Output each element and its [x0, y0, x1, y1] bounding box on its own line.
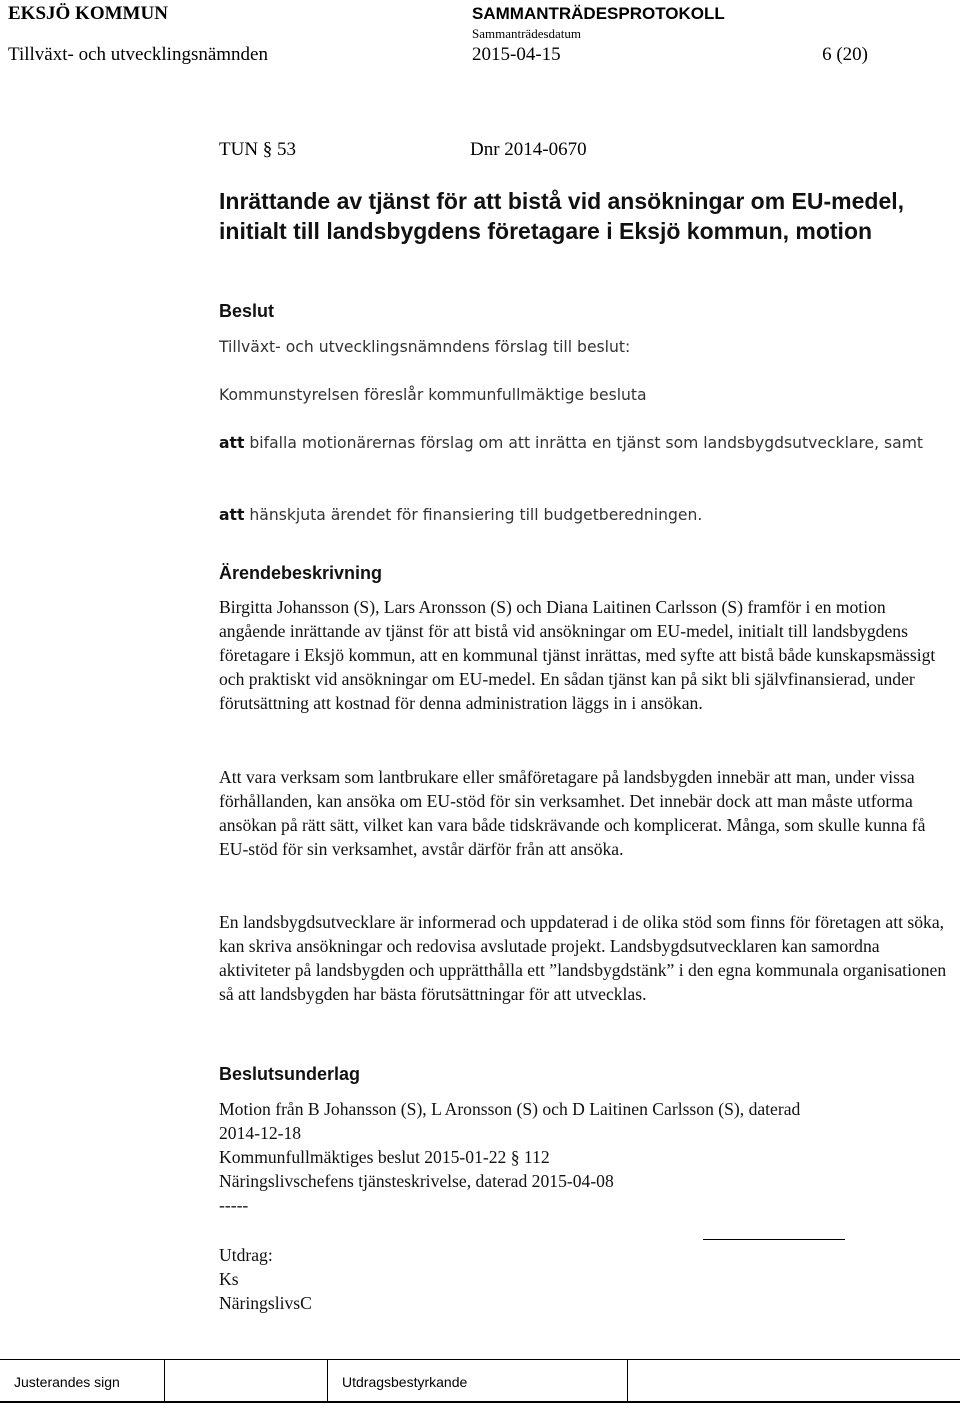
footer-divider: [327, 1359, 328, 1403]
extract-recipient: Ks: [219, 1269, 239, 1289]
committee-name: Tillväxt- och utvecklingsnämnden: [8, 44, 268, 65]
extract-recipient: NäringslivsC: [219, 1293, 312, 1313]
case-number: TUN § 53: [219, 139, 297, 160]
separator-line: [703, 1239, 845, 1240]
description-paragraph: Att vara verksam som lantbrukare eller småföretagare på landsbygden innebär att man, under vissa förhållanden, kan ansöka om EU-stöd för sin verksamhet. Det innebär dock att man måste utforma ansökan på rätt sätt, vilket kan vara både tidskrävande och komplicerat. Många, som skulle kunna få EU-stöd för sin verksamhet, avstår därför från att ansöka.: [219, 767, 926, 859]
case-title: Inrättande av tjänst för att bistå vid ansökningar om EU-medel, initialt till landsbygdens företagare i Eksjö kommun, motion: [219, 188, 905, 244]
basis-line: Kommunfullmäktiges beslut 2015-01-22 § 112: [219, 1147, 550, 1167]
page-number: 6 (20): [822, 44, 868, 65]
date-label: Sammanträdesdatum: [472, 26, 582, 41]
extract-block: [219, 1243, 949, 1315]
meeting-date: 2015-04-15: [472, 44, 561, 65]
footer-bottom-rule: [0, 1401, 960, 1403]
footer-divider: [627, 1359, 628, 1403]
basis-line: Näringslivschefens tjänsteskrivelse, daterad 2015-04-08: [219, 1171, 614, 1191]
decision-item-keyword: att: [219, 506, 245, 524]
basis-heading: Beslutsunderlag: [219, 1064, 361, 1084]
decision-proposal: Kommunstyrelsen föreslår kommunfullmäktige besluta: [219, 386, 647, 404]
extract-label: Utdrag:: [219, 1245, 273, 1265]
basis-line: 2014-12-18: [219, 1123, 302, 1143]
description-paragraph: Birgitta Johansson (S), Lars Aronsson (S) och Diana Laitinen Carlsson (S) framför i en motion angående inrättande av tjänst för att bistå vid ansökningar om EU-medel, initialt till landsbygdens företagare i Eksjö kommun, att en kommunal tjänst inrättas, med syfte att bistå både kunskapsmässigt och praktiskt vid ansökningar om EU-medel. En sådan tjänst kan på sikt bli självfinansierad, under förutsättning att kostnad för denna administration läggs in i ansökan.: [219, 597, 936, 713]
basis-line: Motion från B Johansson (S), L Aronsson (S) och D Laitinen Carlsson (S), daterad: [219, 1099, 801, 1119]
basis-line: -----: [219, 1195, 249, 1215]
decision-item-text: bifalla motionärernas förslag om att inrätta en tjänst som landsbygdsutvecklare, samt: [244, 434, 924, 452]
decision-item-text: hänskjuta ärendet för finansiering till budgetberedningen.: [244, 506, 703, 524]
decision-item: [219, 431, 939, 455]
decision-item: [219, 503, 939, 527]
organization-name: EKSJÖ KOMMUN: [8, 3, 168, 24]
decision-item-keyword: att: [219, 434, 245, 452]
certified-label: Utdragsbestyrkande: [342, 1374, 468, 1390]
decision-intro: Tillväxt- och utvecklingsnämndens förslag till beslut:: [219, 338, 631, 356]
sign-label: Justerandes sign: [14, 1374, 120, 1390]
basis-list: [219, 1097, 949, 1217]
description-paragraph: En landsbygdsutvecklare är informerad och uppdaterad i de olika stöd som finns för företagen att söka, kan skriva ansökningar och redovisa avslutade projekt. Landsbygdsutvecklaren kan samordna aktiviteter på landsbygden och upprätthålla ett ”landsbygdstänk” i den egna kommunala organisationen så att landsbygden har bästa förutsättningar för att utvecklas.: [219, 912, 947, 1004]
description-heading: Ärendebeskrivning: [219, 563, 383, 583]
footer-divider: [164, 1359, 165, 1403]
document-type: SAMMANTRÄDESPROTOKOLL: [472, 4, 725, 23]
decision-heading: Beslut: [219, 301, 275, 321]
footer-top-rule: [0, 1359, 960, 1360]
case-dnr: Dnr 2014-0670: [470, 139, 587, 160]
